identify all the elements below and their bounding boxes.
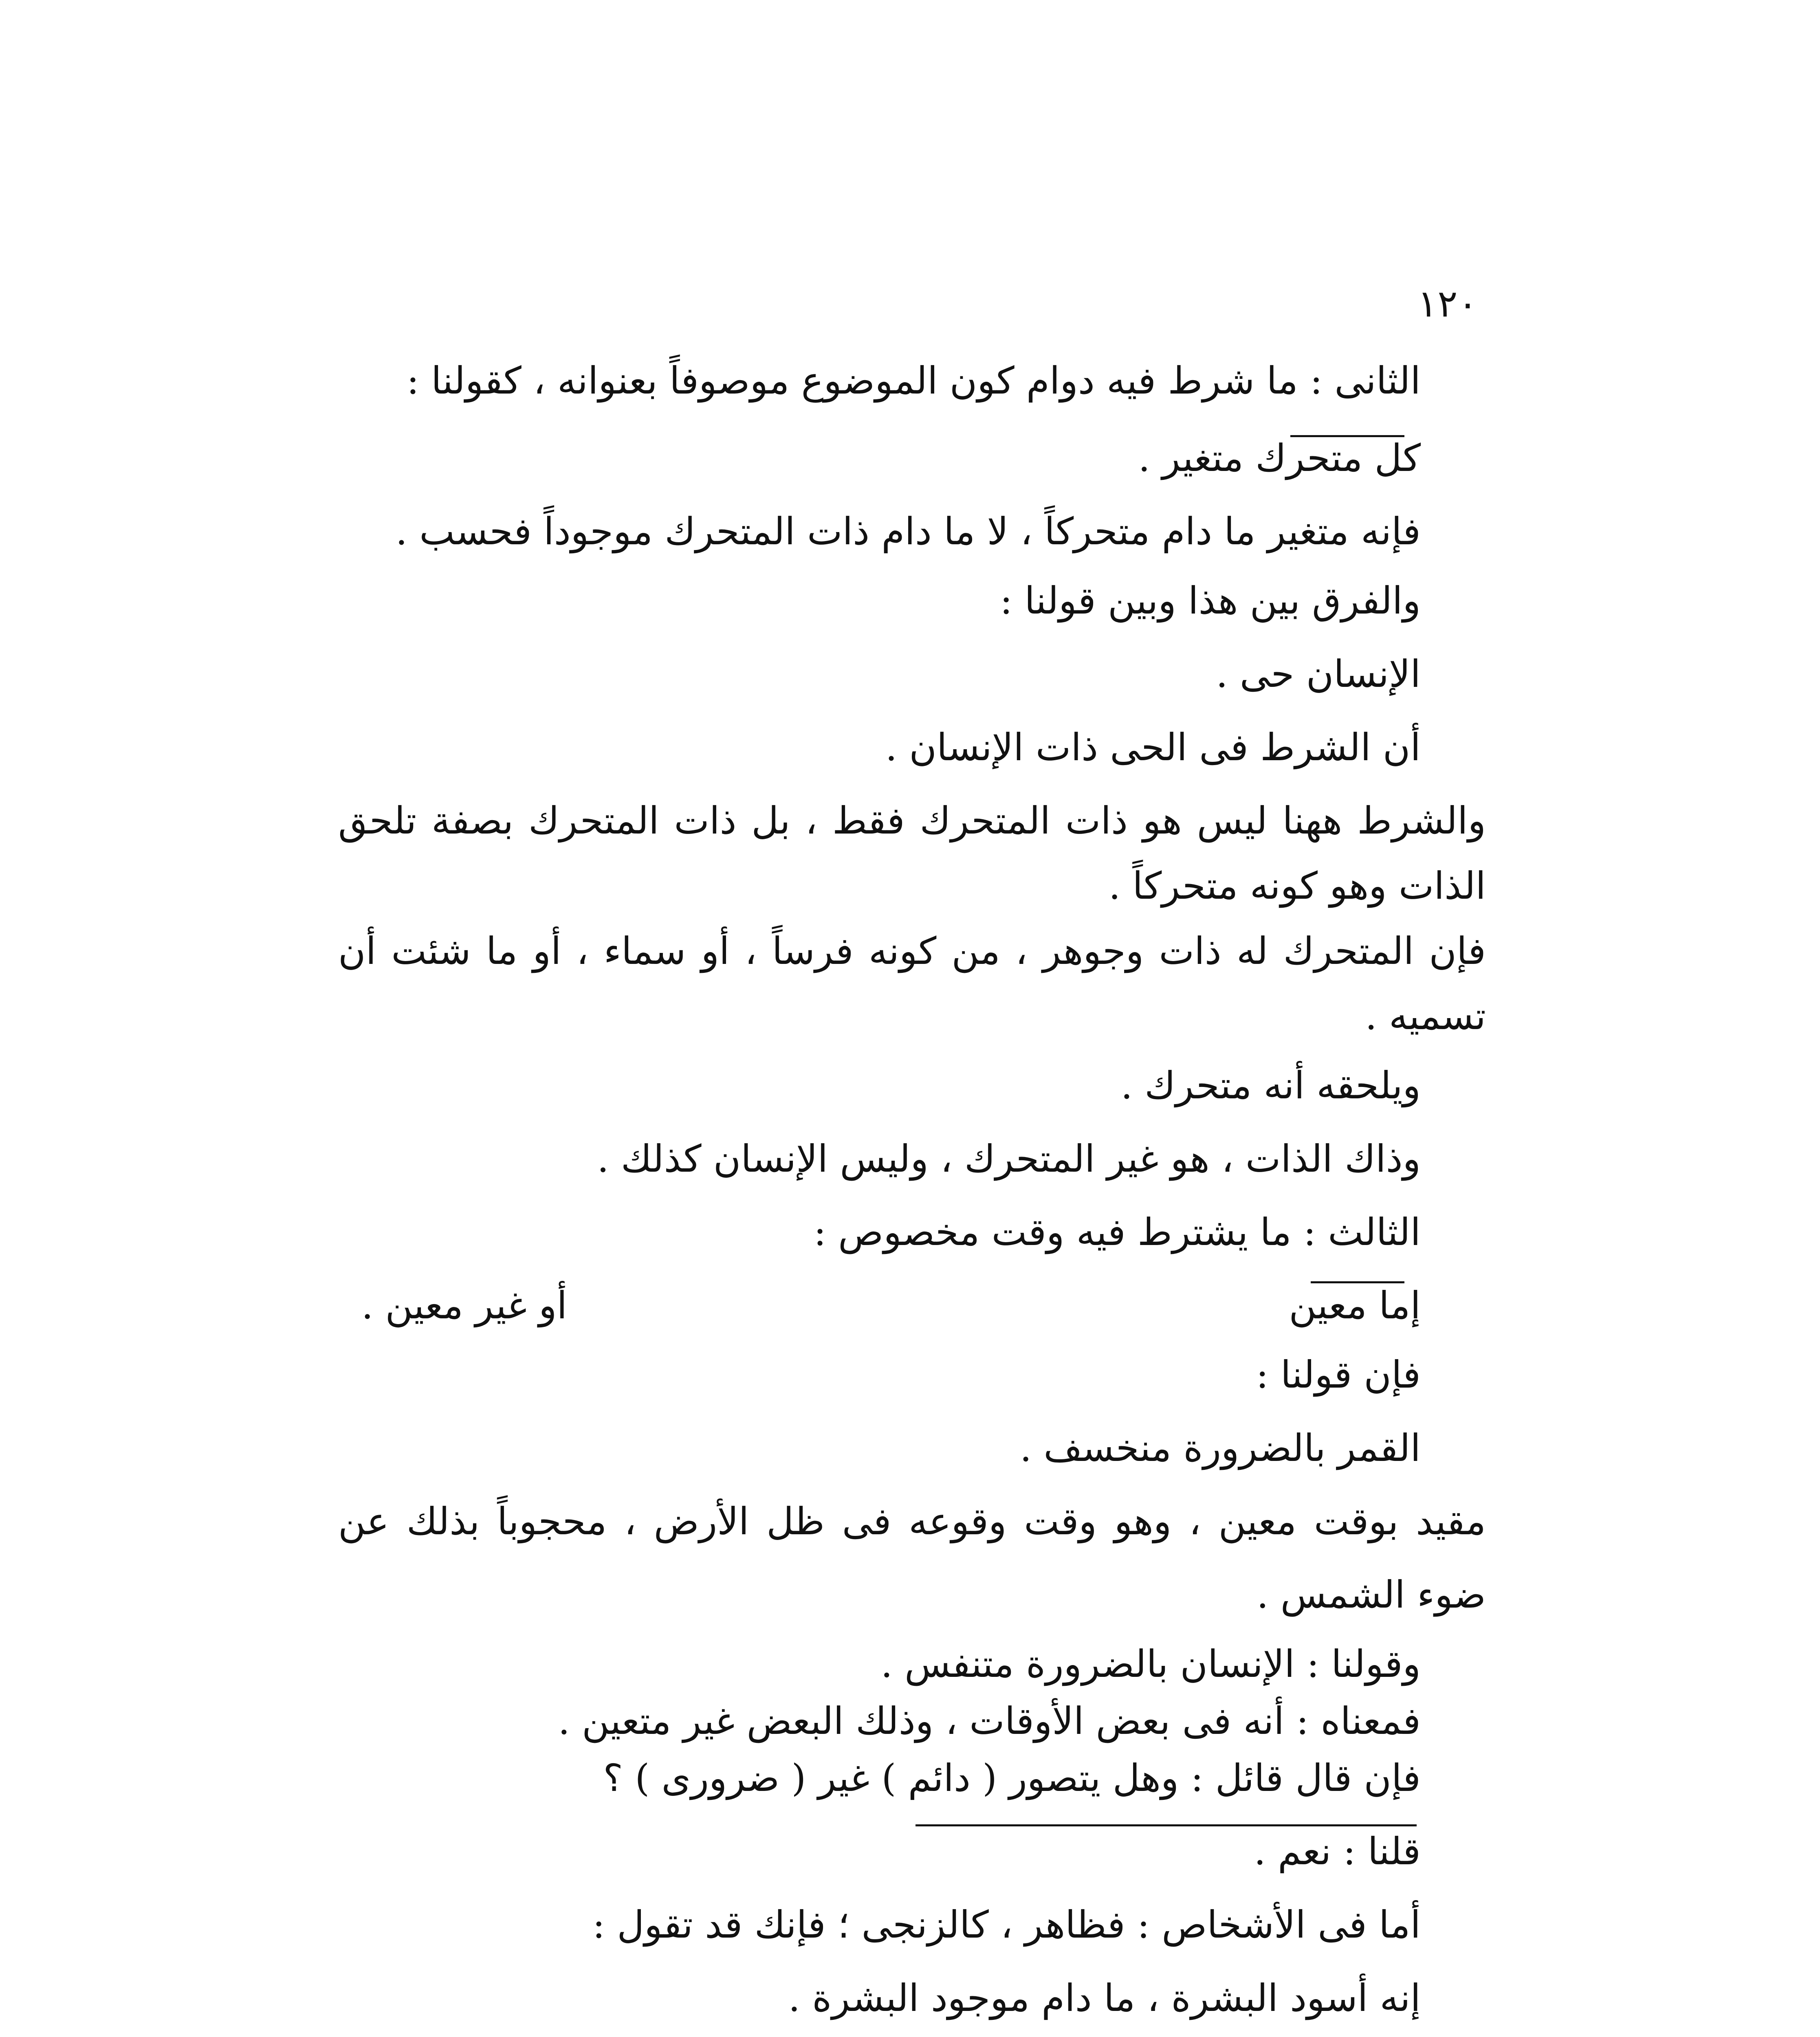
text-line-3: فإنه متغير ما دام متحركاً ، لا ما دام ذات المتحرك موجوداً فحسب .	[395, 510, 1421, 553]
text-line-13: الثالث : ما يشترط فيه وقت مخصوص :	[813, 1210, 1421, 1254]
page-number: ١٢٠	[1417, 282, 1478, 326]
text-line-8: الذات وهو كونه متحركاً .	[1108, 864, 1486, 908]
text-line-6: أن الشرط فى الحى ذات الإنسان .	[885, 726, 1421, 769]
text-line-12: وذاك الذات ، هو غير المتحرك ، وليس الإنسان كذلك .	[597, 1137, 1421, 1181]
split-line-left: أو غير معين .	[361, 1284, 568, 1327]
text-line-18: وقولنا : الإنسان بالضرورة متنفس .	[880, 1642, 1421, 1686]
text-line-19: فمعناه : أنه فى بعض الأوقات ، وذلك البعض غير متعين .	[558, 1699, 1421, 1743]
text-line-21: قلنا : نعم .	[1254, 1830, 1421, 1873]
text-line-4: والفرق بين هذا وبين قولنا :	[1000, 579, 1421, 623]
split-line	[361, 1283, 1421, 1328]
text-line-14: فإن قولنا :	[1256, 1353, 1421, 1397]
text-line-10: تسميه .	[1365, 994, 1486, 1038]
text-line-16: مقيد بوقت معين ، وهو وقت وقوعه فى ظل الأرض ، محجوباً بذلك عن	[338, 1500, 1486, 1543]
text-line-17: ضوء الشمس .	[1257, 1573, 1486, 1617]
text-line-20: فإن قال قائل : وهل يتصور ( دائم ) غير ( ضرورى ) ؟	[603, 1756, 1421, 1800]
text-line-22: أما فى الأشخاص : فظاهر ، كالزنجى ؛ فإنك قد تقول :	[592, 1903, 1421, 1947]
text-line-5: الإنسان حى .	[1216, 652, 1421, 696]
text-line-2: كل متحرك متغير .	[1138, 436, 1421, 480]
overline-rule	[916, 1824, 1417, 1826]
text-line-7: والشرط ههنا ليس هو ذات المتحرك فقط ، بل ذات المتحرك بصفة تلحق	[338, 799, 1486, 843]
text-line-11: ويلحقه أنه متحرك .	[1120, 1064, 1421, 1107]
text-line-23: إنه أسود البشرة ، ما دام موجود البشرة .	[788, 1976, 1421, 2020]
text-line-15: القمر بالضرورة منخسف .	[1019, 1426, 1421, 1470]
text-line-9: فإن المتحرك له ذات وجوهر ، من كونه فرساً ، أو سماء ، أو ما شئت أن	[338, 929, 1486, 973]
split-line-right: إما معين	[1289, 1284, 1421, 1327]
text-line-1: الثانى : ما شرط فيه دوام كون الموضوع موصوفاً بعنوانه ، كقولنا :	[406, 359, 1421, 403]
